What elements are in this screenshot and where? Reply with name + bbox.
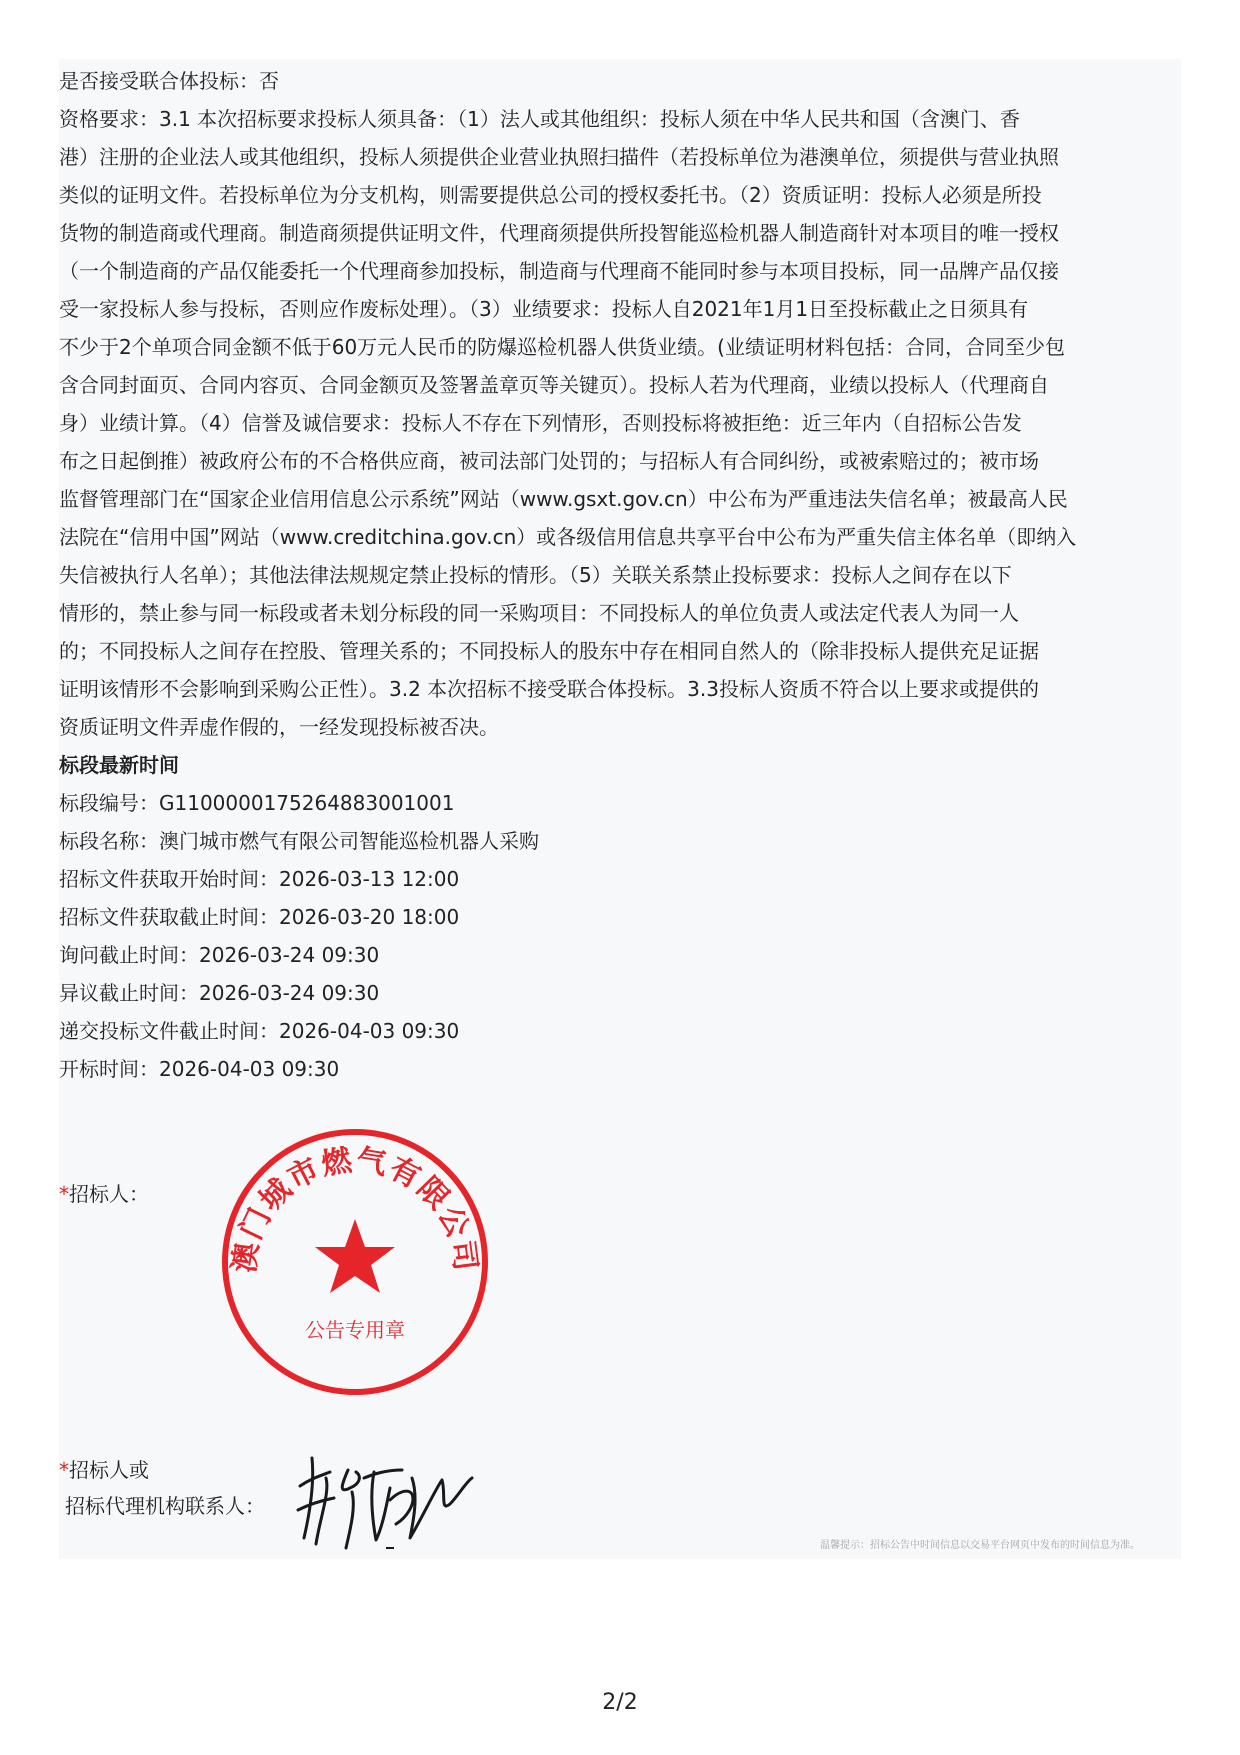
text-line: 含合同封面页、合同内容页、合同金额页及签署盖章页等关键页）。投标人若为代理商，业绩以投标人（代理商自 <box>59 373 1049 397</box>
star-icon <box>315 1219 395 1293</box>
page-number: 2/2 <box>602 1690 638 1715</box>
detail-section-name: 标段名称：澳门城市燃气有限公司智能巡检机器人采购 <box>59 829 539 853</box>
text-line: 货物的制造商或代理商。制造商须提供证明文件，代理商须提供所投智能巡检机器人制造商针对本项目的唯一授权 <box>59 221 1059 245</box>
detail-doc-end-time: 招标文件获取截止时间：2026-03-20 18:00 <box>59 905 460 929</box>
text-line: 身）业绩计算。（4）信誉及诚信要求：投标人不存在下列情形，否则投标将被拒绝：近三年内（自招标公告发 <box>59 411 1022 435</box>
seal-company-name: 澳门城市燃气有限公司 <box>226 1142 484 1275</box>
detail-inquiry-deadline: 询问截止时间：2026-03-24 09:30 <box>59 943 380 967</box>
detail-section-number: 标段编号：G11000001752648830010​01 <box>59 791 455 815</box>
text-line: 的；不同投标人之间存在控股、管理关系的；不同投标人的股东中存在相同自然人的（除非投标人提供充足证据 <box>59 639 1039 663</box>
tenderer-label-text: 招标人： <box>69 1182 149 1206</box>
detail-objection-deadline: 异议截止时间：2026-03-24 09:30 <box>59 981 380 1005</box>
text-line: 法院在“信用中国”网站（www.creditchina.gov.cn）或各级信用信息共享平台中公布为严重失信主体名单（即纳入 <box>59 525 1077 549</box>
text-line: 失信被执行人名单）；其他法律法规规定禁止投标的情形。（5）关联关系禁止投标要求：投标人之间存在以下 <box>59 563 1012 587</box>
tenderer-label <box>59 1178 149 1210</box>
text-line: 不少于2个单项合同金额不低于60万元人民币的防爆巡检机器人供货业绩。(业绩证明材料包括：合同，合同至少包 <box>59 335 1065 359</box>
tip-note: 温馨提示：招标公告中时间信息以交易平台网页中发布的时间信息为准。 <box>820 1540 1140 1551</box>
text-line: 是否接受联合体投标：否 <box>59 69 279 93</box>
detail-doc-start-time: 招标文件获取开始时间：2026-03-13 12:00 <box>59 867 460 891</box>
text-line: 资质证明文件弄虚作假的，一经发现投标被否决。 <box>59 715 499 739</box>
text-line: 监督管理部门在“国家企业信用信息公示系统”网站（www.gsxt.gov.cn）中公布为严重违法失信名单；被最高人民 <box>59 487 1068 511</box>
detail-submission-deadline: 递交投标文件截止时间：2026-04-03 09:30 <box>59 1019 460 1043</box>
text-line: 受一家投标人参与投标，否则应作废标处理）。（3）业绩要求：投标人自2021年1月1日至投标截止之日须具有 <box>59 297 1029 321</box>
text-line: 证明该情形不会影响到采购公正性）。3.2 本次招标不接受联合体投标。3.3投标人资质不符合以上要求或提供的 <box>59 677 1039 701</box>
text-line: （一个制造商的产品仅能委托一个代理商参加投标，制造商与代理商不能同时参与本项目投标，同一品牌产品仅接 <box>59 259 1059 283</box>
contact-label <box>59 1452 265 1524</box>
handwritten-signature <box>290 1448 480 1558</box>
text-line: 资格要求：3.1 本次招标要求投标人须具备：（1）法人或其他组织：投标人须在中华人民共和国（含澳门、香 <box>59 107 1020 131</box>
text-line: 类似的证明文件。若投标单位为分支机构，则需要提供总公司的授权委托书。（2）资质证明：投标人必须是所投 <box>59 183 1042 207</box>
required-mark: * <box>59 1458 69 1482</box>
text-line: 布之日起倒推）被政府公布的不合格供应商，被司法部门处罚的；与招标人有合同纠纷，或被索赔过的；被市场 <box>59 449 1039 473</box>
seal-purpose: 公告专用章 <box>305 1318 405 1342</box>
text-line: 情形的，禁止参与同一标段或者未划分标段的同一采购项目：不同投标人的单位负责人或法定代表人为同一人 <box>59 601 1019 625</box>
text-line: 港）注册的企业法人或其他组织，投标人须提供企业营业执照扫描件（若投标单位为港澳单位，须提供与营业执照 <box>59 145 1059 169</box>
detail-opening-time: 开标时间：2026-04-03 09:30 <box>59 1057 340 1081</box>
document-content <box>59 62 1179 1088</box>
contact-label-line-1: 招标人或 <box>69 1458 149 1482</box>
required-mark: * <box>59 1182 69 1206</box>
section-title: 标段最新时间 <box>59 753 179 777</box>
company-seal <box>218 1125 492 1399</box>
contact-label-line-2: 招标代理机构联系人： <box>65 1494 265 1518</box>
